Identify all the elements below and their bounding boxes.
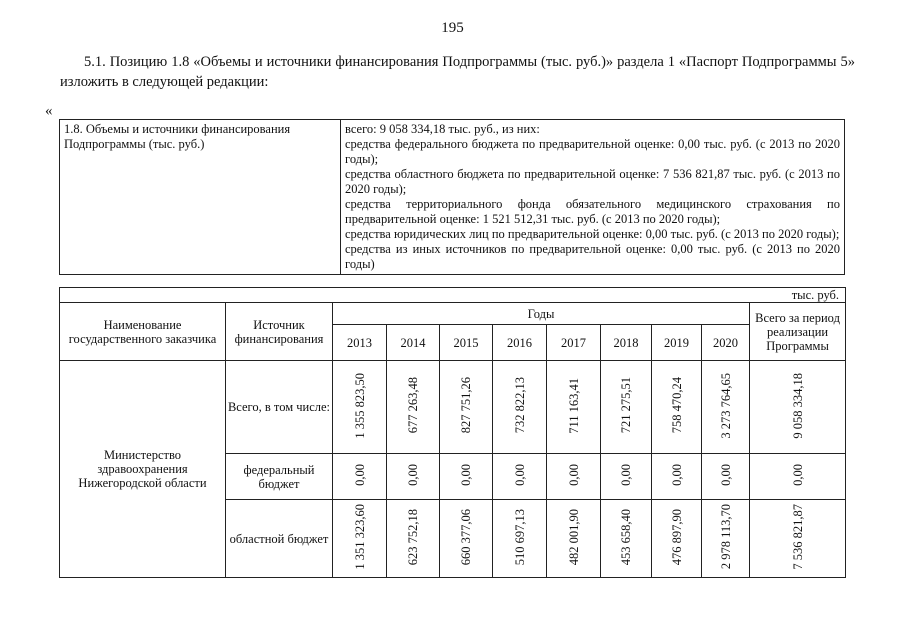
total-cell — [750, 454, 846, 500]
total-text: 0,00 — [790, 464, 805, 486]
units-label: тыс. руб. — [750, 288, 846, 303]
value-text: 660 377,06 — [459, 508, 473, 566]
value-text: 476 897,90 — [669, 508, 684, 566]
value-text: 677 263,48 — [406, 377, 420, 434]
value-text: 482 001,90 — [566, 508, 581, 566]
value-text: 0,00 — [406, 464, 420, 486]
value-text: 3 273 764,65 — [718, 372, 733, 439]
value-text: 2 978 113,70 — [718, 504, 733, 570]
passport-line: средства из иных источников по предварительной оценке: 0,00 тыс. руб. (с 2013 по 2020 годы) — [345, 242, 840, 271]
passport-line: средства областного бюджета по предварительной оценке: 7 536 821,87 тыс. руб. (с 2013 по 2020 годы); — [345, 167, 840, 196]
header-total: Всего за период реализации Программы — [750, 303, 846, 361]
total-cell — [750, 361, 846, 454]
table-row — [60, 361, 846, 454]
value-cell — [601, 454, 652, 500]
value-cell — [333, 361, 387, 454]
value-cell — [547, 500, 601, 578]
value-text: 453 658,40 — [619, 508, 633, 566]
passport-line: средства федерального бюджета по предварительной оценке: 0,00 тыс. руб. (с 2013 по 2020 годы); — [345, 137, 840, 166]
value-cell — [440, 454, 493, 500]
value-cell — [440, 361, 493, 454]
passport-line: средства территориального фонда обязательного медицинского страхования по предварительной оценке: 1 521 512,31 тыс. руб. (с 2013 по 2020 годы); — [345, 197, 840, 226]
value-text: 0,00 — [566, 464, 581, 486]
value-text: 623 752,18 — [406, 508, 420, 566]
value-text: 711 163,41 — [566, 377, 581, 434]
value-text: 758 470,24 — [669, 377, 684, 434]
financing-table — [59, 287, 846, 578]
value-cell — [493, 454, 547, 500]
passport-label: 1.8. Объемы и источники финансирования Подпрограммы (тыс. руб.) — [60, 120, 341, 275]
header-year: 2013 — [333, 325, 387, 361]
header-source: Источник финансирования — [226, 303, 333, 361]
passport-line: всего: 9 058 334,18 тыс. руб., из них: — [345, 122, 540, 136]
value-cell — [333, 454, 387, 500]
value-cell — [547, 454, 601, 500]
header-year: 2015 — [440, 325, 493, 361]
value-text: 0,00 — [459, 464, 473, 486]
header-customer: Наименование государственного заказчика — [60, 303, 226, 361]
page-number: 195 — [441, 20, 464, 36]
value-text: 732 822,13 — [512, 377, 527, 434]
passport-table — [59, 119, 845, 275]
total-cell — [750, 500, 846, 578]
header-year: 2019 — [652, 325, 702, 361]
value-text: 0,00 — [512, 464, 527, 486]
value-text: 0,00 — [619, 464, 633, 486]
value-cell — [333, 500, 387, 578]
header-year: 2018 — [601, 325, 652, 361]
header-years: Годы — [333, 303, 750, 325]
total-text: 7 536 821,87 — [790, 504, 805, 570]
opening-quote: « — [45, 103, 53, 119]
value-cell — [493, 361, 547, 454]
header-year: 2014 — [387, 325, 440, 361]
customer-cell: Министерство здравоохранения Нижегородской области — [60, 361, 226, 578]
value-cell — [702, 500, 750, 578]
value-cell — [652, 500, 702, 578]
value-cell — [387, 500, 440, 578]
source-cell: Всего, в том числе: — [226, 361, 333, 454]
value-text: 1 351 323,60 — [352, 504, 367, 570]
value-cell — [387, 361, 440, 454]
value-cell — [652, 361, 702, 454]
value-cell — [702, 361, 750, 454]
value-cell — [547, 361, 601, 454]
value-text: 827 751,26 — [459, 377, 473, 434]
header-year: 2017 — [547, 325, 601, 361]
source-cell: областной бюджет — [226, 500, 333, 578]
value-cell — [440, 500, 493, 578]
header-year: 2016 — [493, 325, 547, 361]
value-cell — [601, 500, 652, 578]
passport-value — [341, 120, 845, 275]
intro-paragraph: 5.1. Позицию 1.8 «Объемы и источники финансирования Подпрограммы (тыс. руб.)» раздела 1 «Паспорт Подпрограммы 5» изложить в следующей редакции: — [60, 54, 855, 90]
value-text: 0,00 — [718, 464, 733, 486]
value-text: 1 355 823,50 — [352, 372, 367, 439]
value-cell — [493, 500, 547, 578]
total-text: 9 058 334,18 — [790, 372, 805, 439]
value-text: 721 275,51 — [619, 377, 633, 434]
passport-line: средства юридических лиц по предварительной оценке: 0,00 тыс. руб. (с 2013 по 2020 годы); — [345, 227, 840, 241]
value-text: 510 697,13 — [512, 508, 527, 566]
value-cell — [652, 454, 702, 500]
value-cell — [702, 454, 750, 500]
source-cell: федеральный бюджет — [226, 454, 333, 500]
value-text: 0,00 — [669, 464, 684, 486]
value-cell — [387, 454, 440, 500]
header-year: 2020 — [702, 325, 750, 361]
value-text: 0,00 — [352, 464, 367, 486]
value-cell — [601, 361, 652, 454]
